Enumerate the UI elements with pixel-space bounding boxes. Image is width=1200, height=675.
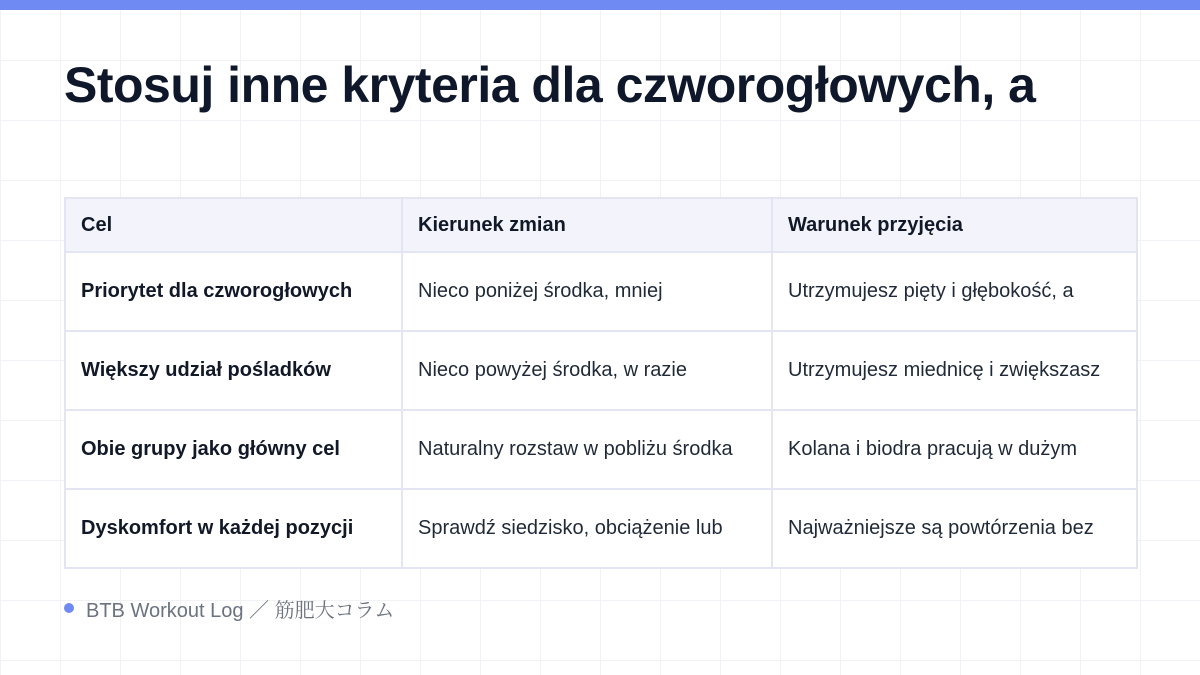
table-header-row xyxy=(65,198,1137,252)
cell-direction: Sprawdź siedzisko, obciążenie lub xyxy=(402,489,772,568)
cell-direction: Naturalny rozstaw w pobliżu środka xyxy=(402,410,772,489)
footer xyxy=(64,596,394,620)
top-accent-bar xyxy=(0,0,1200,10)
cell-goal: Priorytet dla czworogłowych xyxy=(65,252,402,331)
table-row xyxy=(65,252,1137,331)
cell-condition: Utrzymujesz miednicę i zwiększasz xyxy=(772,331,1137,410)
criteria-table xyxy=(64,197,1138,569)
column-header-condition: Warunek przyjęcia xyxy=(772,198,1137,252)
cell-condition: Kolana i biodra pracują w dużym xyxy=(772,410,1137,489)
table-row xyxy=(65,489,1137,568)
page-title: Stosuj inne kryteria dla czworogłowych, a xyxy=(64,57,1036,113)
cell-goal: Obie grupy jako główny cel xyxy=(65,410,402,489)
column-header-goal: Cel xyxy=(65,198,402,252)
footer-source-text: BTB Workout Log ／ 筋肥大コラム xyxy=(86,599,395,622)
column-header-direction: Kierunek zmian xyxy=(402,198,772,252)
table-row xyxy=(65,410,1137,489)
cell-condition: Utrzymujesz pięty i głębokość, a xyxy=(772,252,1137,331)
cell-goal: Większy udział pośladków xyxy=(65,331,402,410)
cell-condition: Najważniejsze są powtórzenia bez xyxy=(772,489,1137,568)
table-row xyxy=(65,331,1137,410)
dot-icon xyxy=(64,603,74,613)
cell-goal: Dyskomfort w każdej pozycji xyxy=(65,489,402,568)
cell-direction: Nieco powyżej środka, w razie xyxy=(402,331,772,410)
cell-direction: Nieco poniżej środka, mniej xyxy=(402,252,772,331)
